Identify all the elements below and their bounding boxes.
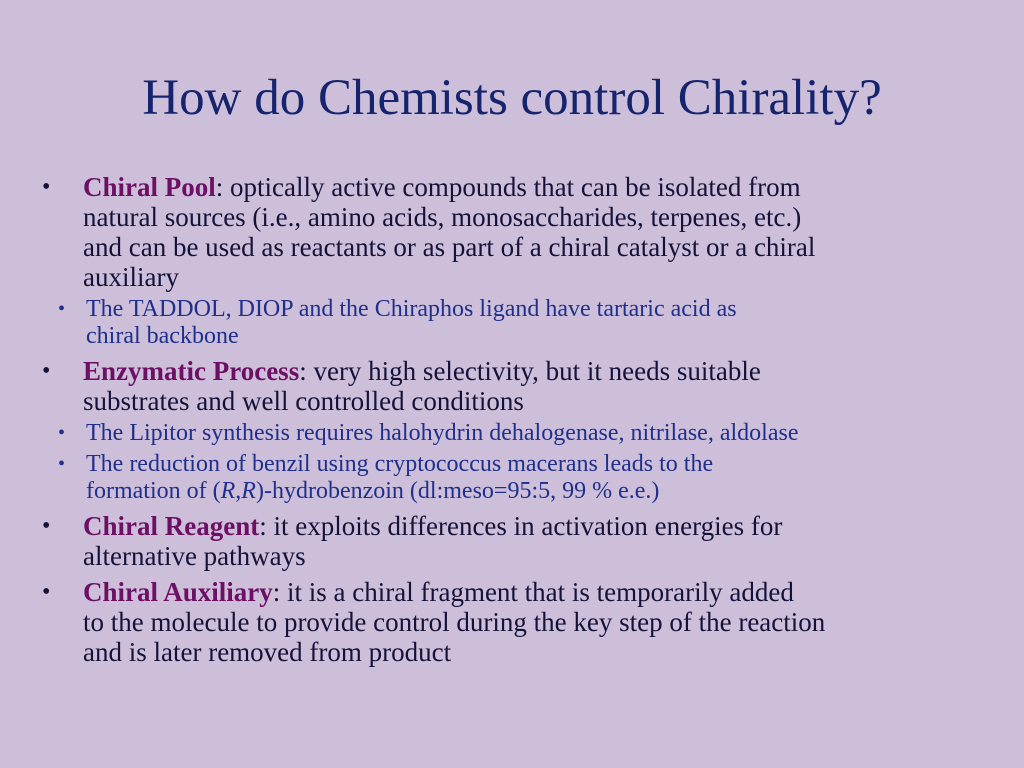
bullet-item-chiral-reagent	[42, 511, 1002, 571]
stereo-comma: ,	[235, 478, 242, 504]
bullet-icon: •	[58, 422, 66, 444]
bullet-text-line: and can be used as reactants or as part of a chiral catalyst or a chiral	[83, 232, 816, 262]
bullet-icon: •	[42, 358, 51, 384]
sub-bullet-text-suffix: )-hydrobenzoin (dl:meso=95:5, 99 % e.e.)	[255, 478, 660, 504]
bullet-item-chiral-auxiliary	[42, 577, 1002, 667]
bullet-term: Chiral Pool	[83, 172, 216, 202]
bullet-text-line: auxiliary	[83, 262, 179, 292]
bullet-item-chiral-pool	[42, 172, 1002, 292]
bullet-icon: •	[42, 513, 51, 539]
sub-bullet-text-prefix: formation of (	[86, 478, 221, 504]
sub-bullet-item	[58, 296, 1002, 350]
sub-bullet-item	[58, 451, 1002, 505]
bullet-icon: •	[58, 453, 66, 475]
sub-bullet-item	[58, 420, 1002, 447]
bullet-text-line: : it is a chiral fragment that is temporarily added	[272, 577, 794, 607]
bullet-icon: •	[42, 174, 51, 200]
bullet-term: Enzymatic Process	[83, 356, 300, 386]
bullet-text-line: alternative pathways	[83, 541, 306, 571]
sub-bullet-text-line: chiral backbone	[86, 323, 239, 349]
bullet-icon: •	[58, 298, 66, 320]
bullet-list	[42, 172, 1002, 673]
bullet-text-line: substrates and well controlled conditions	[83, 386, 524, 416]
bullet-icon: •	[42, 579, 51, 605]
bullet-text-line: : optically active compounds that can be isolated from	[215, 172, 801, 202]
bullet-term: Chiral Reagent	[83, 511, 260, 541]
sub-bullet-text-line: The reduction of benzil using cryptococcus macerans leads to the	[86, 451, 714, 477]
bullet-text-line: to the molecule to provide control during the key step of the reaction	[83, 607, 826, 637]
bullet-text-line: and is later removed from product	[83, 637, 452, 667]
bullet-text-line: : very high selectivity, but it needs suitable	[299, 356, 761, 386]
bullet-text-line: : it exploits differences in activation energies for	[259, 511, 783, 541]
bullet-text-line: natural sources (i.e., amino acids, monosaccharides, terpenes, etc.)	[83, 202, 802, 232]
stereo-descriptor: R	[220, 478, 236, 504]
bullet-item-enzymatic-process	[42, 356, 1002, 416]
stereo-descriptor: R	[241, 478, 256, 504]
sub-bullet-text-line: The TADDOL, DIOP and the Chiraphos ligand have tartaric acid as	[86, 296, 737, 322]
sub-bullet-text-line: The Lipitor synthesis requires halohydrin dehalogenase, nitrilase, aldolase	[86, 420, 799, 446]
slide-title: How do Chemists control Chirality?	[142, 70, 882, 126]
bullet-term: Chiral Auxiliary	[83, 577, 273, 607]
